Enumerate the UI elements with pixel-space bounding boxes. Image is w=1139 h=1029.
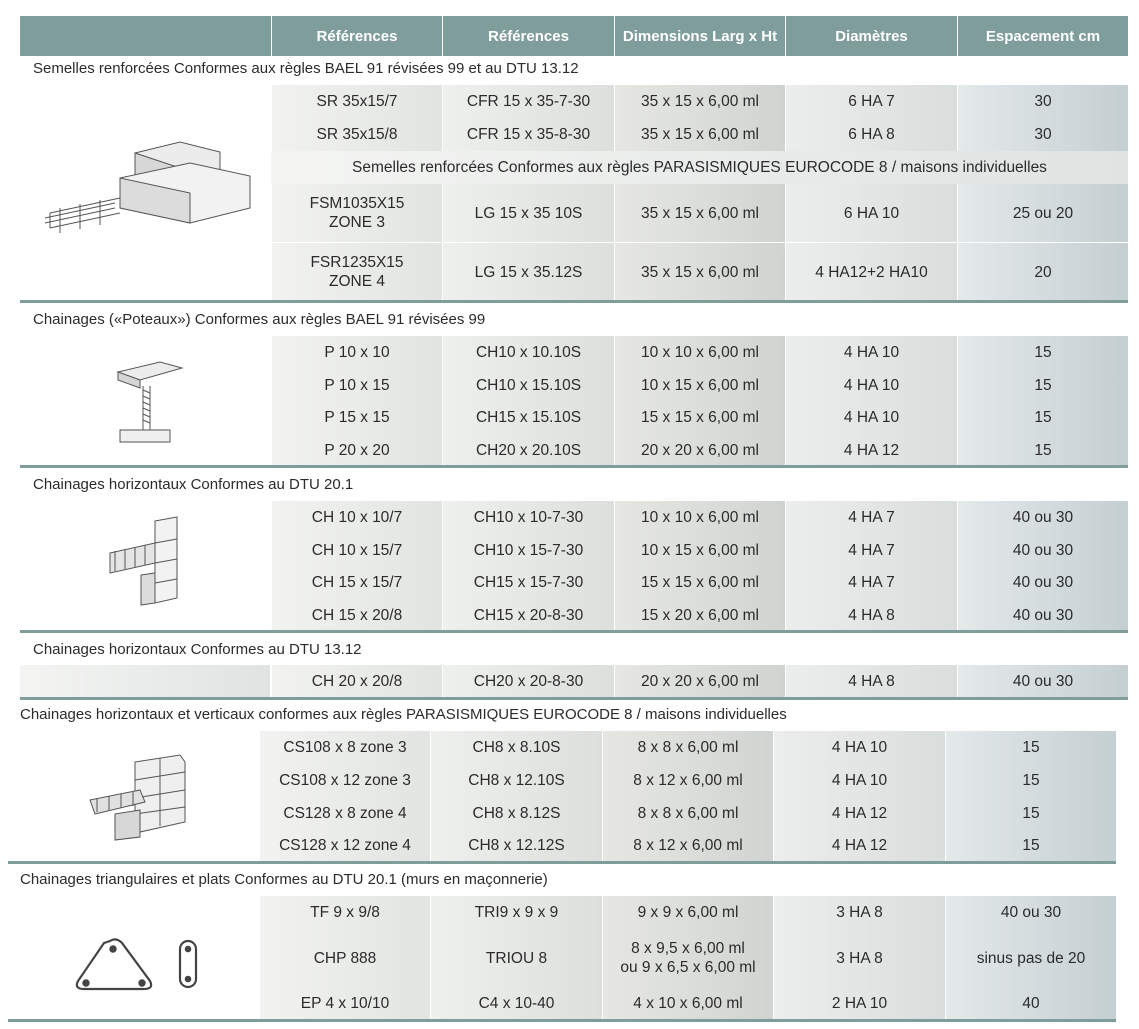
cell-ref-product: CHP 888 [259,929,430,987]
cell-dimensions: 10 x 10 x 6,00 ml [614,336,785,369]
divider [20,300,1128,303]
table-row [271,369,1128,402]
cell-ref-code: TRI9 x 9 x 9 [430,896,602,929]
cell-ref-product: CS128 x 8 zone 4 [259,797,430,830]
cell-ref-product: CH 10 x 10/7 [271,501,442,534]
table-row [271,599,1128,632]
chainage-parasismique-illustration [85,752,195,842]
cell-ref-code: CH10 x 10-7-30 [442,501,614,534]
cell-dimensions: 8 x 8 x 6,00 ml [602,797,773,830]
cell-diameters: 4 HA 10 [785,336,957,369]
section-title-chainages-dtu201: Chainages horizontaux Conformes au DTU 20.1 [33,476,354,493]
divider [8,1019,1116,1022]
cell-diameters: 6 HA 7 [785,85,957,118]
cell-diameters: 6 HA 8 [785,118,957,151]
header-col-reference-1: Références [271,16,442,56]
cell-dimensions: 10 x 15 x 6,00 ml [614,369,785,402]
section-title-chainages-triangulaires: Chainages triangulaires et plats Conformes au DTU 20.1 (murs en maçonnerie) [20,871,548,888]
cell-ref-product: SR 35x15/7 [271,85,442,118]
cell-spacing: 40 ou 30 [957,665,1128,697]
cell-ref-code: CH8 x 12.12S [430,829,602,862]
cell-ref-product: P 10 x 10 [271,336,442,369]
cell-ref-product: SR 35x15/8 [271,118,442,151]
section-title-chainages-dtu1312: Chainages horizontaux Conformes au DTU 13.12 [33,641,362,658]
cell-spacing: 15 [957,401,1128,434]
cell-spacing: 15 [945,764,1116,797]
cell-ref-product: CS108 x 8 zone 3 [259,731,430,764]
cell-dimensions: 8 x 12 x 6,00 ml [602,764,773,797]
cell-ref-code: CH8 x 8.12S [430,797,602,830]
cell-dimensions: 35 x 15 x 6,00 ml [614,118,785,151]
row-blank [20,665,270,698]
semelle-illustration [40,128,265,238]
cell-ref-product: P 15 x 15 [271,401,442,434]
cell-diameters: 4 HA 8 [785,665,957,697]
cell-dimensions: 10 x 10 x 6,00 ml [614,501,785,534]
header-col-dimensions: Dimensions Larg x Ht [614,16,785,56]
header-col-diameters: Diamètres [785,16,957,56]
cell-dimensions: 35 x 15 x 6,00 ml [614,184,785,242]
cell-spacing: 40 ou 30 [957,599,1128,632]
cell-ref-code: CH20 x 20-8-30 [442,665,614,697]
cell-ref-product: P 20 x 20 [271,434,442,467]
cell-dimensions: 8 x 9,5 x 6,00 ml ou 9 x 6,5 x 6,00 ml [602,929,773,987]
cell-diameters: 2 HA 10 [773,987,945,1020]
table-header [20,16,1128,56]
cell-diameters: 3 HA 8 [773,929,945,987]
cell-diameters: 4 HA 10 [785,401,957,434]
cell-ref-code: C4 x 10-40 [430,987,602,1020]
cell-diameters: 3 HA 8 [773,896,945,929]
table-row [259,797,1116,830]
cell-dimensions: 35 x 15 x 6,00 ml [614,243,785,301]
cell-spacing: 40 ou 30 [945,896,1116,929]
cell-ref-code: CH10 x 10.10S [442,336,614,369]
cell-dimensions: 20 x 20 x 6,00 ml [614,665,785,697]
cell-spacing: 15 [957,369,1128,402]
cell-ref-code: CH8 x 12.10S [430,764,602,797]
cell-diameters: 4 HA 12 [773,829,945,862]
cell-spacing: 40 ou 30 [957,534,1128,567]
cell-spacing: 30 [957,118,1128,151]
table-row [271,184,1128,242]
cell-diameters: 4 HA 12 [785,434,957,467]
table-row [271,534,1128,567]
cell-dimensions: 4 x 10 x 6,00 ml [602,987,773,1020]
table-row [271,243,1128,301]
table-row [259,987,1116,1020]
divider [8,861,1116,864]
cell-diameters: 4 HA 10 [785,369,957,402]
cell-ref-product: CH 10 x 15/7 [271,534,442,567]
header-col-spacing: Espacement cm [957,16,1128,56]
cell-ref-product: FSM1035X15 ZONE 3 [271,184,442,242]
section-subtitle-semelles-parasismiques: Semelles renforcées Conformes aux règles PARASISMIQUES EUROCODE 8 / maisons individuelles [271,151,1128,184]
table-row [259,829,1116,862]
section-title-poteaux: Chainages («Poteaux») Conformes aux règles BAEL 91 révisées 99 [33,311,486,328]
cell-ref-code: CH20 x 20.10S [442,434,614,467]
cell-ref-product: P 10 x 15 [271,369,442,402]
cell-spacing: 15 [957,434,1128,467]
header-col-reference-2: Références [442,16,614,56]
section-title-semelles: Semelles renforcées Conformes aux règles BAEL 91 révisées 99 et au DTU 13.12 [33,60,579,77]
table-row [259,896,1116,929]
cell-dimensions: 15 x 15 x 6,00 ml [614,401,785,434]
cell-ref-product: CS128 x 12 zone 4 [259,829,430,862]
cell-dimensions: 9 x 9 x 6,00 ml [602,896,773,929]
triangular-plat-illustration [70,935,210,995]
cell-diameters: 4 HA 10 [773,731,945,764]
cell-ref-product: FSR1235X15 ZONE 4 [271,243,442,301]
cell-diameters: 4 HA 10 [773,764,945,797]
chainage-horizontal-illustration [105,513,190,608]
cell-ref-code: CH10 x 15.10S [442,369,614,402]
cell-spacing: 30 [957,85,1128,118]
cell-ref-product: CH 15 x 15/7 [271,566,442,599]
cell-spacing: sinus pas de 20 [945,929,1116,987]
cell-ref-product: CH 15 x 20/8 [271,599,442,632]
cell-ref-code: CH10 x 15-7-30 [442,534,614,567]
cell-diameters: 4 HA 7 [785,566,957,599]
cell-dimensions: 15 x 15 x 6,00 ml [614,566,785,599]
cell-dimensions: 35 x 15 x 6,00 ml [614,85,785,118]
cell-ref-code: CH15 x 20-8-30 [442,599,614,632]
cell-ref-product: TF 9 x 9/8 [259,896,430,929]
cell-dimensions: 20 x 20 x 6,00 ml [614,434,785,467]
cell-ref-product: EP 4 x 10/10 [259,987,430,1020]
cell-ref-code: CH15 x 15-7-30 [442,566,614,599]
table-row [271,434,1128,467]
cell-ref-code: CH15 x 15.10S [442,401,614,434]
cell-ref-code: TRIOU 8 [430,929,602,987]
divider [20,697,1128,700]
cell-ref-product: CS108 x 12 zone 3 [259,764,430,797]
cell-diameters: 4 HA 7 [785,534,957,567]
cell-spacing: 40 [945,987,1116,1020]
cell-spacing: 15 [945,731,1116,764]
cell-spacing: 15 [945,797,1116,830]
cell-spacing: 40 ou 30 [957,566,1128,599]
table-row [259,929,1116,987]
section-title-chainages-parasismiques: Chainages horizontaux et verticaux conformes aux règles PARASISMIQUES EUROCODE 8 / maisons individuelles [20,706,787,723]
table-row [271,501,1128,534]
cell-diameters: 6 HA 10 [785,184,957,242]
table-row [271,401,1128,434]
cell-spacing: 15 [945,829,1116,862]
header-blank [20,16,271,56]
table-row [259,764,1116,797]
table-row [271,566,1128,599]
cell-ref-code: LG 15 x 35.12S [442,243,614,301]
table-row [259,731,1116,764]
divider [20,465,1128,468]
cell-ref-code: LG 15 x 35 10S [442,184,614,242]
cell-spacing: 25 ou 20 [957,184,1128,242]
cell-dimensions: 8 x 8 x 6,00 ml [602,731,773,764]
table-row [271,118,1128,151]
cell-dimensions: 10 x 15 x 6,00 ml [614,534,785,567]
cell-ref-code: CFR 15 x 35-7-30 [442,85,614,118]
table-row [271,665,1128,697]
poteau-illustration [110,358,190,448]
cell-dimensions: 8 x 12 x 6,00 ml [602,829,773,862]
cell-spacing: 40 ou 30 [957,501,1128,534]
table-row [271,336,1128,369]
cell-spacing: 15 [957,336,1128,369]
cell-diameters: 4 HA 12 [773,797,945,830]
cell-ref-code: CFR 15 x 35-8-30 [442,118,614,151]
cell-diameters: 4 HA 8 [785,599,957,632]
cell-dimensions: 15 x 20 x 6,00 ml [614,599,785,632]
cell-ref-code: CH8 x 8.10S [430,731,602,764]
cell-ref-product: CH 20 x 20/8 [271,665,442,697]
cell-diameters: 4 HA12+2 HA10 [785,243,957,301]
table-row [271,85,1128,118]
cell-spacing: 20 [957,243,1128,301]
divider [20,630,1128,633]
cell-diameters: 4 HA 7 [785,501,957,534]
